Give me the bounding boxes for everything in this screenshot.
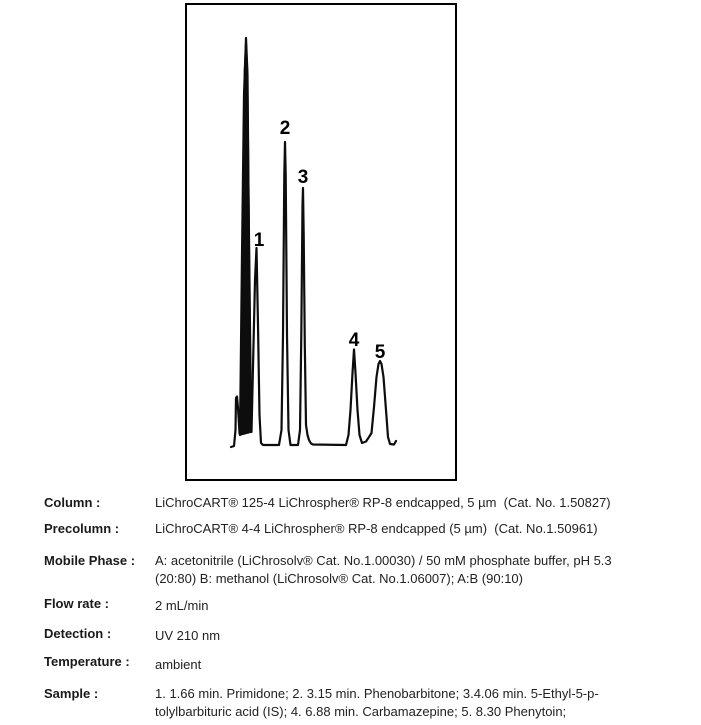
method-value-precolumn (155, 520, 598, 538)
method-label-mobile-phase: Mobile Phase : (44, 553, 136, 568)
chromatogram-panel (185, 3, 457, 481)
method-value-temperature-line1: ambient (155, 657, 202, 672)
method-value-mobile-phase-line2: (20:80) B: methanol (LiChrosolv® Cat. No.1.06007); A:B (90:10) (155, 571, 523, 586)
peak-label-5: 5 (374, 342, 386, 363)
method-value-flow-rate (155, 595, 208, 615)
method-row-sample (44, 685, 599, 721)
chromatogram-plot (187, 5, 455, 479)
method-row-precolumn (44, 520, 598, 538)
method-value-sample-line2: tolylbarbituric acid (IS); 4. 6.88 min. Carbamazepine; 5. 8.30 Phenytoin; (155, 704, 567, 719)
method-row-mobile-phase (44, 552, 612, 588)
method-value-column-line1: LiChroCART® 125-4 LiChrospher® RP-8 endcapped, 5 µm (Cat. No. 1.50827) (155, 495, 611, 510)
method-value-temperature (155, 653, 201, 674)
method-value-mobile-phase (155, 552, 612, 588)
method-row-flow-rate (44, 595, 208, 615)
peak-label-4: 4 (348, 330, 360, 351)
method-value-precolumn-line1: LiChroCART® 4-4 LiChrospher® RP-8 endcapped (5 µm) (Cat. No.1.50961) (155, 521, 598, 536)
method-label-column: Column : (44, 495, 101, 510)
peak-label-2: 2 (279, 118, 291, 139)
method-row-column (44, 494, 611, 512)
method-label-detection: Detection : (44, 626, 112, 641)
method-row-temperature (44, 653, 201, 674)
peak-label-3: 3 (297, 167, 309, 188)
method-value-sample-line1: 1. 1.66 min. Primidone; 2. 3.15 min. Phenobarbitone; 3.4.06 min. 5-Ethyl-5-p- (155, 686, 599, 701)
method-label-temperature: Temperature : (44, 654, 130, 669)
method-value-mobile-phase-line1: A: acetonitrile (LiChrosolv® Cat. No.1.00030) / 50 mM phosphate buffer, pH 5.3 (155, 553, 612, 568)
peak-label-1: 1 (253, 230, 265, 251)
method-row-detection (44, 625, 220, 645)
method-label-precolumn: Precolumn : (44, 521, 120, 536)
method-label-sample: Sample : (44, 686, 99, 701)
method-value-detection-line1: UV 210 nm (155, 628, 221, 643)
method-value-flow-rate-line1: 2 mL/min (155, 598, 209, 613)
method-label-flow-rate: Flow rate : (44, 596, 110, 611)
method-value-sample (155, 685, 599, 721)
method-value-detection (155, 625, 220, 645)
method-value-column (155, 494, 611, 512)
